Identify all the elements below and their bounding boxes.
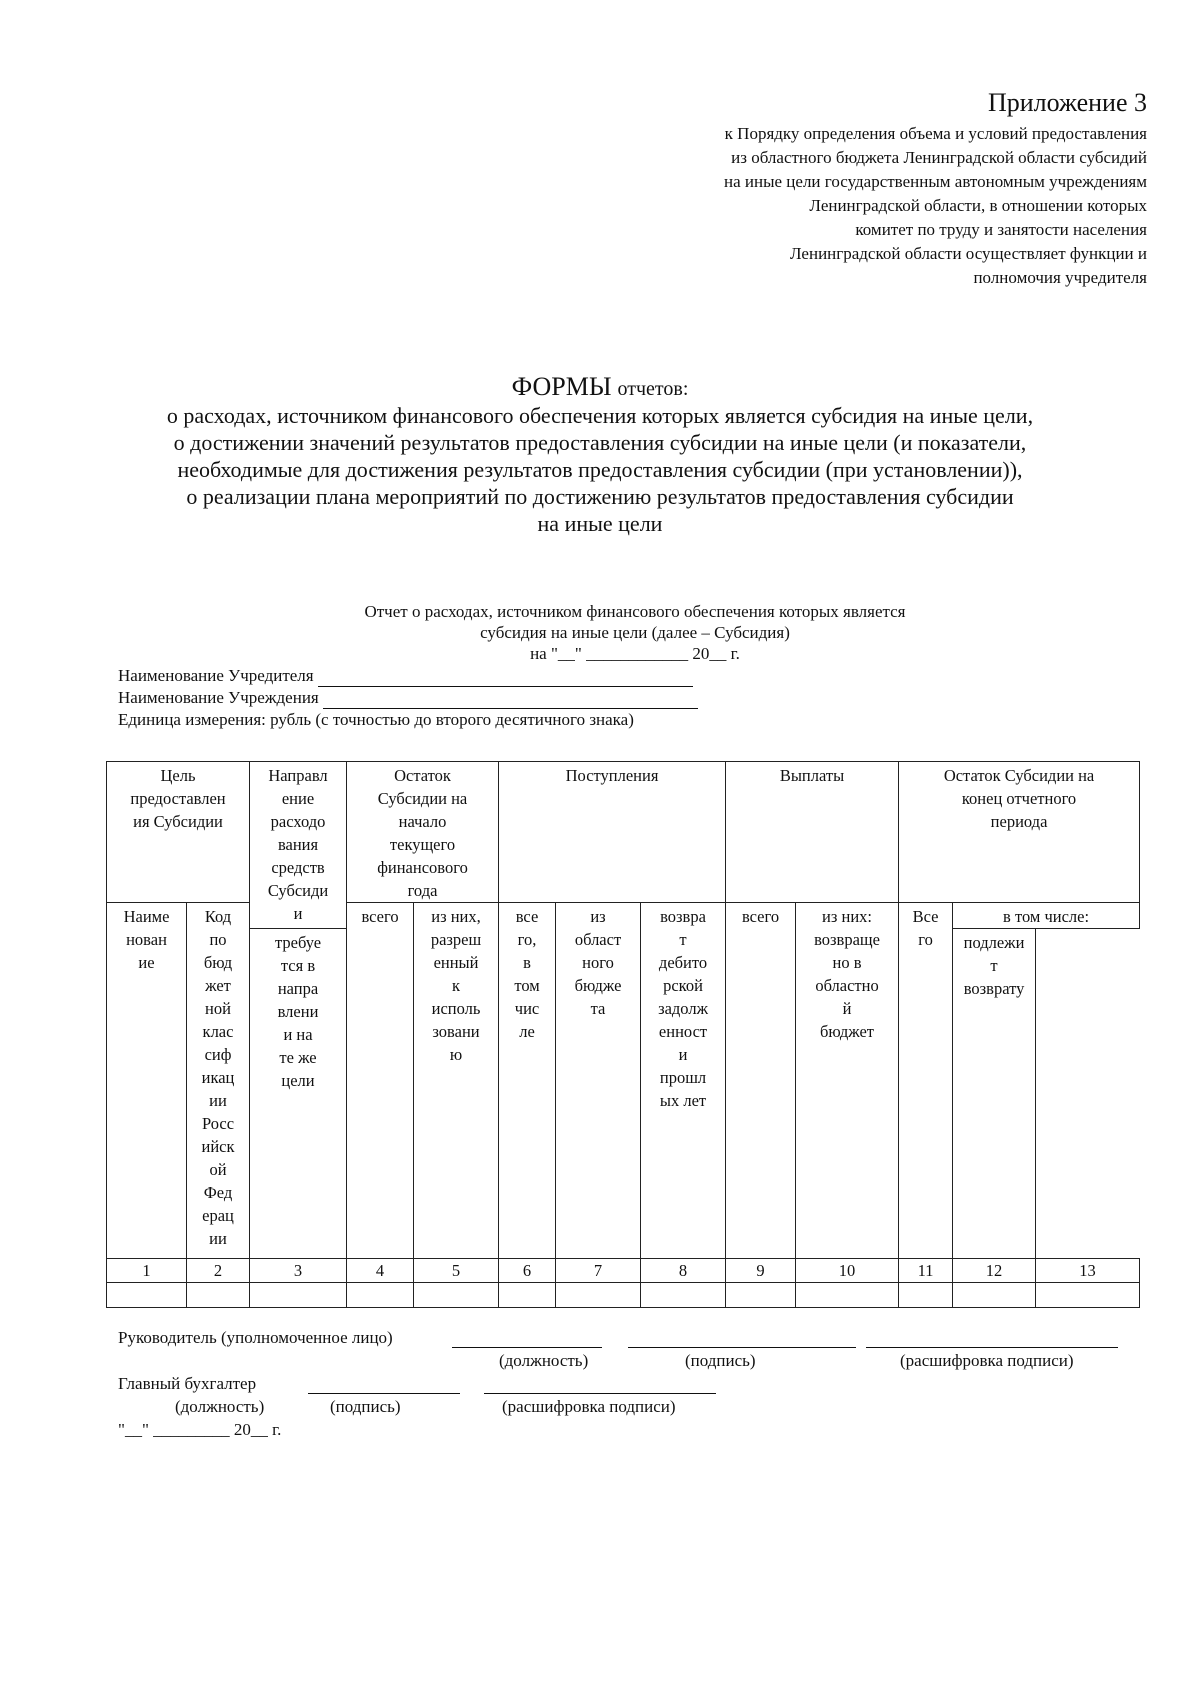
header-balance-end-including: в том числе: (953, 903, 1140, 929)
data-cell[interactable] (556, 1283, 641, 1308)
forms-title (0, 372, 1200, 404)
header-balance-end-total: Все го (899, 903, 953, 1259)
column-number: 4 (347, 1259, 414, 1283)
report-title-line: Отчет о расходах, источником финансового обеспечения которых является (364, 602, 906, 621)
data-cell[interactable] (726, 1283, 796, 1308)
annex-title: Приложение 3 (987, 88, 1147, 117)
header-row-1 (107, 762, 1140, 903)
column-number: 13 (1036, 1259, 1140, 1283)
head-position-caption: (должность) (499, 1351, 589, 1370)
forms-line: о расходах, источником финансового обеспечения которых является субсидия на иные цели, (166, 403, 1034, 428)
header-balance-end-return: подлежи т возврату (953, 929, 1036, 1259)
header-code: Код по бюд жет ной клас сиф икац ии Росс ийск ой Фед ерац ии (187, 903, 250, 1259)
column-number: 11 (899, 1259, 953, 1283)
column-number: 5 (414, 1259, 499, 1283)
accountant-signature-line[interactable] (308, 1393, 460, 1394)
header-goal: Цель предоставлен ия Субсидии (107, 762, 250, 903)
header-name: Наиме нован ие (107, 903, 187, 1259)
report-title (0, 601, 1200, 664)
column-number: 7 (556, 1259, 641, 1283)
column-number: 10 (796, 1259, 899, 1283)
data-cell[interactable] (187, 1283, 250, 1308)
column-numbers-row (107, 1259, 1140, 1283)
data-cell[interactable] (899, 1283, 953, 1308)
institution-row (118, 687, 698, 709)
head-position-line[interactable] (452, 1347, 602, 1348)
forms-line: на иные цели (537, 511, 663, 536)
head-signature-label: Руководитель (уполномоченное лицо) (118, 1328, 393, 1347)
header-balance-start-allowed: из них, разреш енный к исполь зовани ю (414, 903, 499, 1259)
header-balance-start: Остаток Субсидии на начало текущего финансового года (347, 762, 499, 903)
institution-label: Наименование Учреждения (118, 688, 319, 707)
column-number: 8 (641, 1259, 726, 1283)
founder-input-line[interactable] (318, 668, 693, 687)
unit-label: Единица измерения: рубль (с точностью до второго десятичного знака) (118, 710, 634, 729)
header-direction: Направл ение расходо вания средств Субсиди и (250, 762, 347, 929)
annex-line: на иные цели государственным автономным учреждениям (724, 172, 1147, 191)
column-number: 12 (953, 1259, 1036, 1283)
column-number: 3 (250, 1259, 347, 1283)
header-payments-total: всего (726, 903, 796, 1259)
accountant-decoding-line[interactable] (484, 1393, 716, 1394)
header-payments-returned: из них: возвраще но в областно й бюджет (796, 903, 899, 1259)
data-cell[interactable] (641, 1283, 726, 1308)
forms-title-big: ФОРМЫ (511, 372, 612, 401)
column-number: 2 (187, 1259, 250, 1283)
report-date-line: на "__" ____________ 20__ г. (530, 644, 740, 663)
header-receipts-total: все го, в том чис ле (499, 903, 556, 1259)
data-cell[interactable] (107, 1283, 187, 1308)
institution-input-line[interactable] (323, 690, 698, 709)
column-number: 9 (726, 1259, 796, 1283)
data-cell[interactable] (347, 1283, 414, 1308)
column-number: 1 (107, 1259, 187, 1283)
annex-subtitle (587, 122, 1147, 290)
head-signature-line[interactable] (628, 1347, 856, 1348)
data-cell[interactable] (953, 1283, 1036, 1308)
data-cell[interactable] (250, 1283, 347, 1308)
header-receipts-debt-return: возвра т дебито рской задолж енност и прошл ых лет (641, 903, 726, 1259)
head-decoding-caption: (расшифровка подписи) (900, 1351, 1074, 1370)
head-decoding-line[interactable] (866, 1347, 1118, 1348)
forms-list (0, 402, 1200, 537)
header-receipts-regional: из област ного бюдже та (556, 903, 641, 1259)
report-meta (118, 665, 698, 731)
header-balance-start-total: всего (347, 903, 414, 1259)
forms-line: необходимые для достижения результатов предоставления субсидии (при установлении)), (177, 457, 1023, 482)
accountant-position-caption: (должность) (175, 1397, 265, 1416)
annex-line: к Порядку определения объема и условий предоставления (724, 124, 1147, 143)
accountant-decoding-caption: (расшифровка подписи) (502, 1397, 676, 1416)
accountant-signature-caption: (подпись) (330, 1397, 401, 1416)
column-number: 6 (499, 1259, 556, 1283)
founder-row (118, 665, 698, 687)
signature-date-line: "__" _________ 20__ г. (118, 1420, 282, 1439)
annex-line: комитет по труду и занятости населения (855, 220, 1147, 239)
annex-line: из областного бюджета Ленинградской области субсидий (731, 148, 1147, 167)
report-title-line: субсидия на иные цели (далее – Субсидия) (480, 623, 790, 642)
data-row (107, 1283, 1140, 1308)
data-cell[interactable] (796, 1283, 899, 1308)
header-receipts: Поступления (499, 762, 726, 903)
annex-line: полномочия учредителя (973, 268, 1147, 287)
annex-line: Ленинградской области осуществляет функции и (790, 244, 1147, 263)
expense-report-table (106, 761, 1140, 1308)
annex-line: Ленинградской области, в отношении которых (809, 196, 1147, 215)
founder-label: Наименование Учредителя (118, 666, 314, 685)
accountant-label: Главный бухгалтер (118, 1374, 257, 1393)
data-cell[interactable] (414, 1283, 499, 1308)
header-balance-end-required: требуе тся в напра влени и на те же цели (250, 929, 347, 1259)
forms-title-small: отчетов: (617, 378, 689, 400)
header-balance-end: Остаток Субсидии на конец отчетного периода (899, 762, 1140, 903)
forms-line: о достижении значений результатов предоставления субсидии на иные цели (и показатели, (173, 430, 1027, 455)
header-payments: Выплаты (726, 762, 899, 903)
data-cell[interactable] (1036, 1283, 1140, 1308)
forms-line: о реализации плана мероприятий по достижению результатов предоставления субсидии (186, 484, 1014, 509)
head-signature-caption: (подпись) (685, 1351, 756, 1370)
data-cell[interactable] (499, 1283, 556, 1308)
